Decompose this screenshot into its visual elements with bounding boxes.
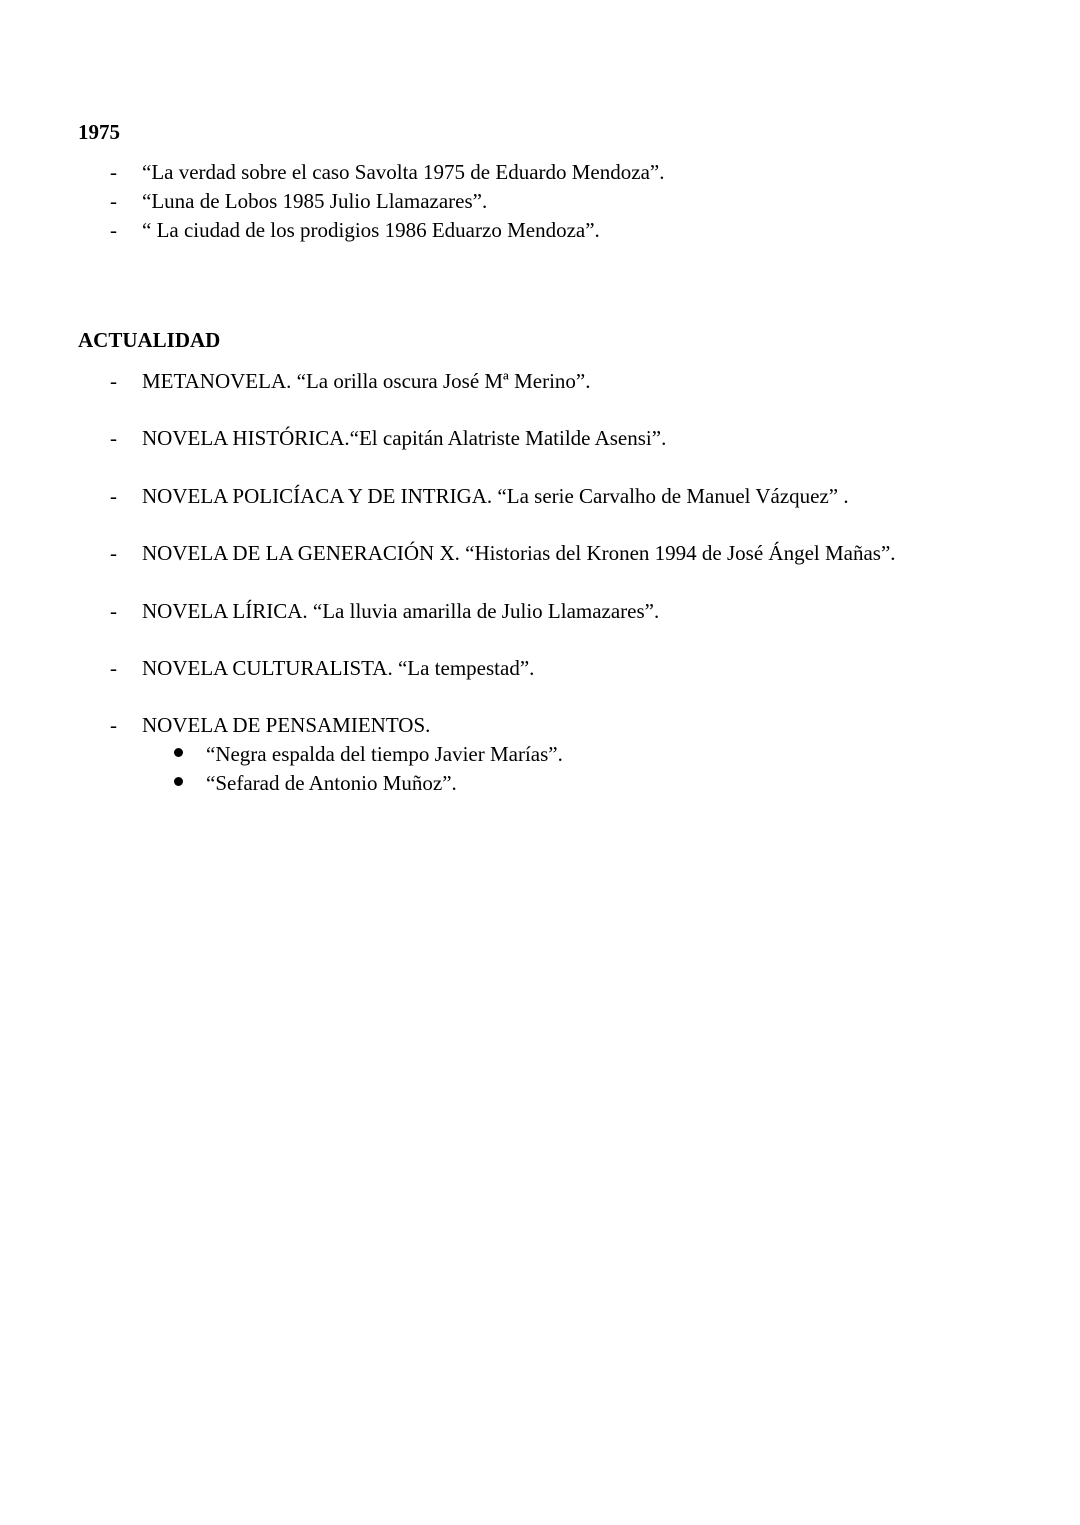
list-item-policiaca: NOVELA POLICÍACA Y DE INTRIGA. “La serie Carvalho de Manuel Vázquez” . — [142, 484, 849, 508]
list-item-metanovela: METANOVELA. “La orilla oscura José Mª Merino”. — [142, 369, 591, 393]
dash-marker: - — [110, 218, 117, 242]
section-heading-actualidad: ACTUALIDAD — [78, 328, 221, 352]
list-item-historica: NOVELA HISTÓRICA.“El capitán Alatriste Matilde Asensi”. — [142, 426, 667, 450]
list-item-1975-1: “La verdad sobre el caso Savolta 1975 de Eduardo Mendoza”. — [142, 160, 665, 184]
list-item-culturalista: NOVELA CULTURALISTA. “La tempestad”. — [142, 656, 535, 680]
bullet-icon — [172, 771, 184, 783]
dash-marker: - — [110, 189, 117, 213]
dash-marker: - — [110, 426, 117, 450]
section-heading-1975: 1975 — [78, 120, 120, 144]
list-item-1975-2: “Luna de Lobos 1985 Julio Llamazares”. — [142, 189, 488, 213]
list-item-pensamientos: NOVELA DE PENSAMIENTOS. — [142, 713, 431, 737]
dash-marker: - — [110, 713, 117, 737]
dash-marker: - — [110, 541, 117, 565]
dash-marker: - — [110, 484, 117, 508]
list-item-1975-3: “ La ciudad de los prodigios 1986 Eduarzo Mendoza”. — [142, 218, 600, 242]
sublist-item-1: “Negra espalda del tiempo Javier Marías”. — [206, 742, 563, 766]
dash-marker: - — [110, 369, 117, 393]
dash-marker: - — [110, 160, 117, 184]
dash-marker: - — [110, 656, 117, 680]
dash-marker: - — [110, 599, 117, 623]
sublist-item-2: “Sefarad de Antonio Muñoz”. — [206, 771, 457, 795]
list-item-lirica: NOVELA LÍRICA. “La lluvia amarilla de Julio Llamazares”. — [142, 599, 660, 623]
bullet-icon — [172, 742, 184, 754]
list-item-generacion-x: NOVELA DE LA GENERACIÓN X. “Historias del Kronen 1994 de José Ángel Mañas”. — [142, 541, 896, 565]
